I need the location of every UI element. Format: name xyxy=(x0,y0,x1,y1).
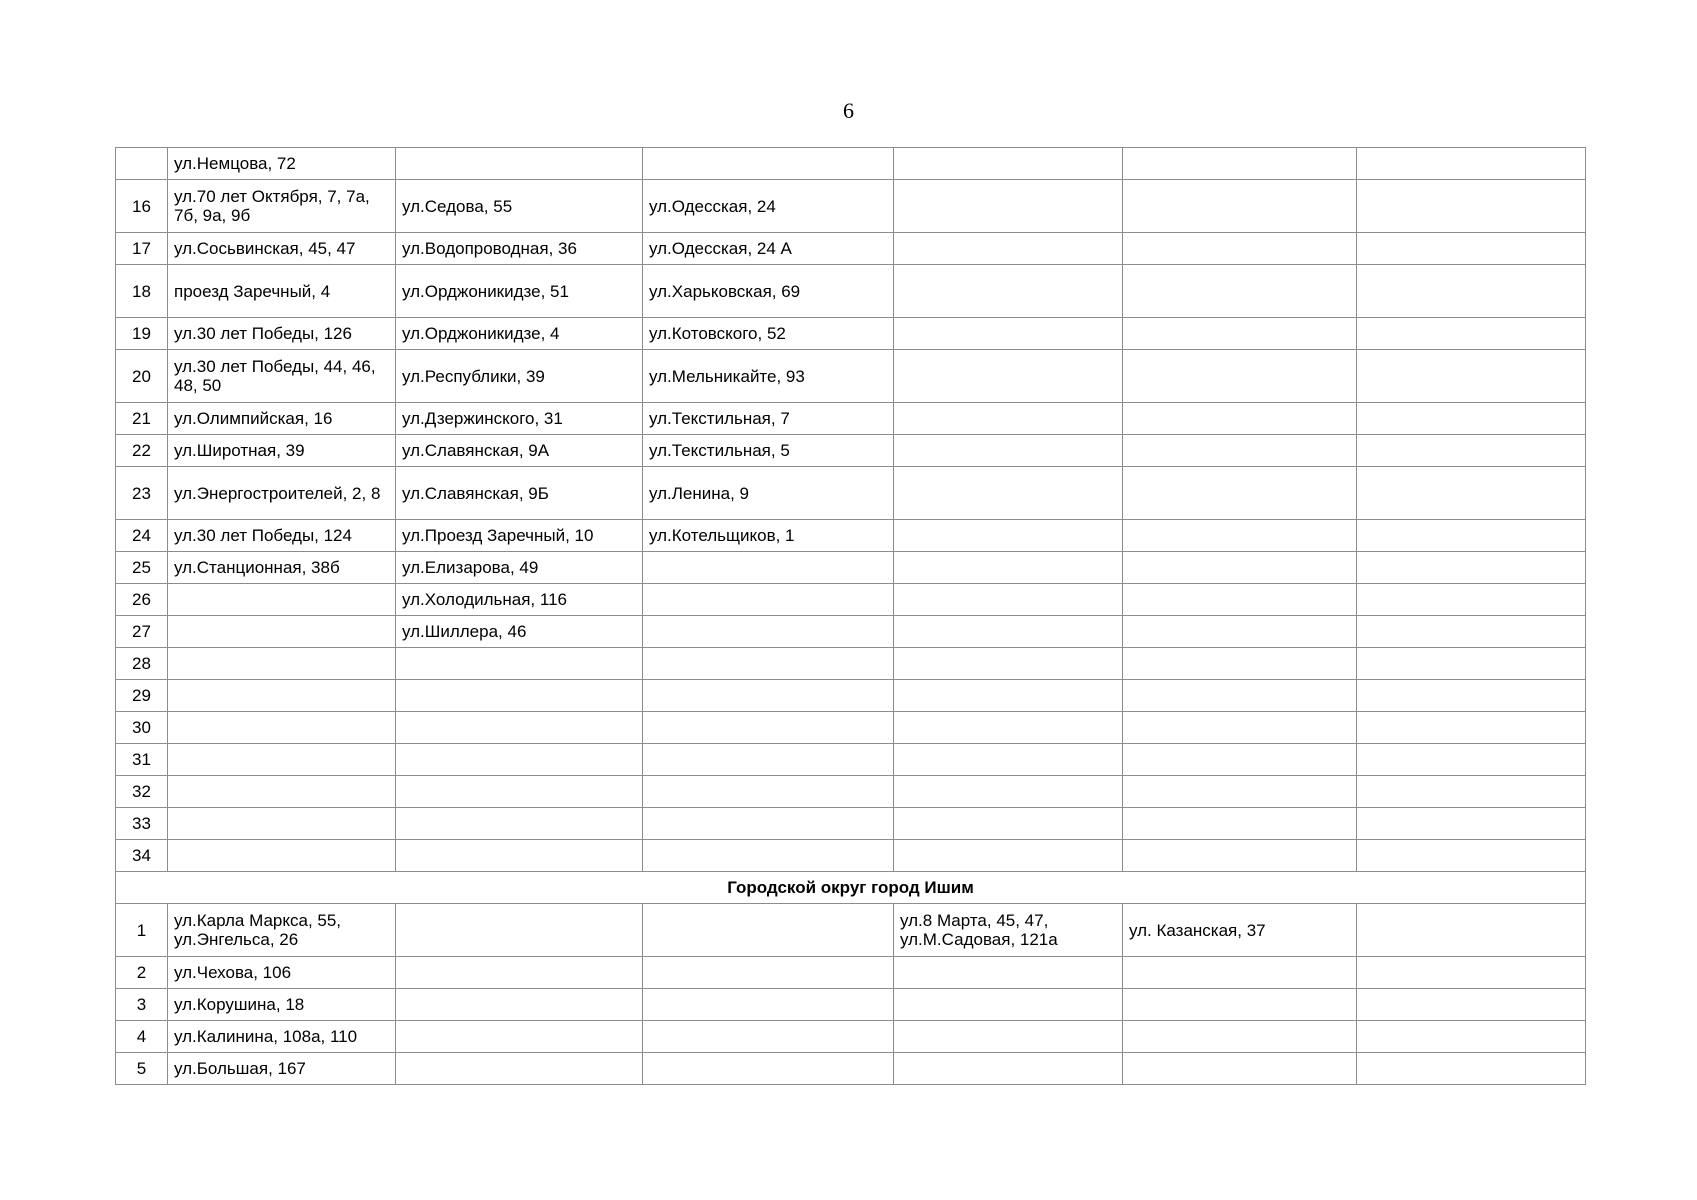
row-number: 5 xyxy=(116,1053,168,1085)
table-cell xyxy=(894,744,1123,776)
table-cell xyxy=(643,712,894,744)
table-cell: проезд Заречный, 4 xyxy=(168,265,396,318)
table-cell xyxy=(1357,712,1586,744)
table-cell xyxy=(1123,265,1357,318)
table-cell xyxy=(1123,467,1357,520)
table-cell: ул.Харьковская, 69 xyxy=(643,265,894,318)
table-cell: ул.Текстильная, 7 xyxy=(643,403,894,435)
table-cell: ул.Одесская, 24 А xyxy=(643,233,894,265)
table-cell: ул.70 лет Октября, 7, 7а, 7б, 9а, 9б xyxy=(168,180,396,233)
table-row xyxy=(116,467,1586,520)
table-cell: ул.Широтная, 39 xyxy=(168,435,396,467)
table-cell xyxy=(643,584,894,616)
table-row xyxy=(116,744,1586,776)
table-cell xyxy=(894,616,1123,648)
table-row xyxy=(116,648,1586,680)
table-cell xyxy=(894,680,1123,712)
row-number: 32 xyxy=(116,776,168,808)
table-cell xyxy=(643,776,894,808)
table-cell xyxy=(396,680,643,712)
table-cell xyxy=(1123,148,1357,180)
table-cell: ул.Ленина, 9 xyxy=(643,467,894,520)
table-cell xyxy=(643,680,894,712)
table-cell xyxy=(1123,957,1357,989)
table-cell xyxy=(168,712,396,744)
table-row xyxy=(116,712,1586,744)
table-row xyxy=(116,840,1586,872)
table-row xyxy=(116,1053,1586,1085)
table-cell xyxy=(1357,318,1586,350)
table-row xyxy=(116,403,1586,435)
row-number: 4 xyxy=(116,1021,168,1053)
table-row xyxy=(116,318,1586,350)
table-cell: ул.Чехова, 106 xyxy=(168,957,396,989)
row-number: 26 xyxy=(116,584,168,616)
row-number: 31 xyxy=(116,744,168,776)
table-cell xyxy=(168,840,396,872)
table-cell xyxy=(396,989,643,1021)
table-cell: ул.Орджоникидзе, 51 xyxy=(396,265,643,318)
table-cell xyxy=(1123,1021,1357,1053)
row-number: 17 xyxy=(116,233,168,265)
table-cell: ул.Сосьвинская, 45, 47 xyxy=(168,233,396,265)
row-number: 19 xyxy=(116,318,168,350)
table-cell xyxy=(396,648,643,680)
table-cell xyxy=(1357,180,1586,233)
row-number: 33 xyxy=(116,808,168,840)
table-cell xyxy=(643,989,894,1021)
table-cell xyxy=(1123,403,1357,435)
table-cell xyxy=(894,1021,1123,1053)
table-cell xyxy=(894,233,1123,265)
address-table-body xyxy=(116,148,1586,1085)
table-cell xyxy=(1123,680,1357,712)
table-cell xyxy=(643,552,894,584)
table-cell xyxy=(894,584,1123,616)
row-number: 29 xyxy=(116,680,168,712)
table-cell: ул.30 лет Победы, 124 xyxy=(168,520,396,552)
table-cell xyxy=(1357,148,1586,180)
table-cell xyxy=(1123,552,1357,584)
table-cell xyxy=(396,957,643,989)
row-number: 22 xyxy=(116,435,168,467)
table-cell xyxy=(1357,989,1586,1021)
table-cell xyxy=(1357,350,1586,403)
table-cell xyxy=(643,904,894,957)
table-cell xyxy=(894,552,1123,584)
table-cell xyxy=(168,776,396,808)
table-row xyxy=(116,350,1586,403)
table-cell xyxy=(643,1053,894,1085)
table-cell xyxy=(894,318,1123,350)
table-cell xyxy=(1123,1053,1357,1085)
table-cell: ул.Корушина, 18 xyxy=(168,989,396,1021)
table-cell xyxy=(168,616,396,648)
table-cell xyxy=(894,467,1123,520)
table-cell: ул. Казанская, 37 xyxy=(1123,904,1357,957)
row-number: 21 xyxy=(116,403,168,435)
table-cell xyxy=(1123,435,1357,467)
table-row xyxy=(116,616,1586,648)
table-cell xyxy=(894,265,1123,318)
table-cell xyxy=(894,148,1123,180)
table-cell xyxy=(1123,712,1357,744)
table-cell xyxy=(643,616,894,648)
table-cell xyxy=(1357,776,1586,808)
table-cell xyxy=(1357,552,1586,584)
table-cell xyxy=(1357,840,1586,872)
table-cell: ул.Холодильная, 116 xyxy=(396,584,643,616)
table-cell: ул.Станционная, 38б xyxy=(168,552,396,584)
table-row xyxy=(116,265,1586,318)
table-cell xyxy=(1357,233,1586,265)
table-cell xyxy=(1123,744,1357,776)
table-cell xyxy=(396,808,643,840)
table-cell xyxy=(1123,616,1357,648)
table-row xyxy=(116,584,1586,616)
table-cell xyxy=(1357,904,1586,957)
table-row xyxy=(116,148,1586,180)
table-cell xyxy=(894,840,1123,872)
row-number: 2 xyxy=(116,957,168,989)
table-cell xyxy=(1123,776,1357,808)
table-cell: ул.Шиллера, 46 xyxy=(396,616,643,648)
table-cell: ул.Котельщиков, 1 xyxy=(643,520,894,552)
table-cell: ул.Немцова, 72 xyxy=(168,148,396,180)
table-cell xyxy=(1123,318,1357,350)
table-cell xyxy=(894,520,1123,552)
row-number: 23 xyxy=(116,467,168,520)
table-cell xyxy=(894,989,1123,1021)
table-cell xyxy=(1357,744,1586,776)
table-cell xyxy=(1357,680,1586,712)
table-cell xyxy=(894,403,1123,435)
table-cell: ул.Проезд Заречный, 10 xyxy=(396,520,643,552)
table-cell xyxy=(396,1021,643,1053)
table-cell: ул.Карла Маркса, 55, ул.Энгельса, 26 xyxy=(168,904,396,957)
table-cell xyxy=(1123,989,1357,1021)
table-cell xyxy=(643,1021,894,1053)
table-cell: ул.Республики, 39 xyxy=(396,350,643,403)
table-row xyxy=(116,957,1586,989)
table-cell xyxy=(396,744,643,776)
table-cell xyxy=(1123,648,1357,680)
table-cell xyxy=(1357,808,1586,840)
table-row xyxy=(116,552,1586,584)
table-cell xyxy=(894,435,1123,467)
table-cell: ул.Одесская, 24 xyxy=(643,180,894,233)
table-cell: ул.Олимпийская, 16 xyxy=(168,403,396,435)
section-header-row xyxy=(116,872,1586,904)
table-cell: ул.Славянская, 9Б xyxy=(396,467,643,520)
table-cell: ул.Текстильная, 5 xyxy=(643,435,894,467)
row-number: 24 xyxy=(116,520,168,552)
table-cell xyxy=(396,1053,643,1085)
table-cell: ул.30 лет Победы, 44, 46, 48, 50 xyxy=(168,350,396,403)
table-cell xyxy=(168,744,396,776)
table-cell xyxy=(1123,840,1357,872)
table-row xyxy=(116,680,1586,712)
row-number: 20 xyxy=(116,350,168,403)
table-row xyxy=(116,180,1586,233)
table-cell xyxy=(1123,584,1357,616)
table-cell xyxy=(643,840,894,872)
table-row xyxy=(116,435,1586,467)
table-cell xyxy=(1123,520,1357,552)
row-number: 27 xyxy=(116,616,168,648)
table-cell xyxy=(643,648,894,680)
table-cell xyxy=(643,148,894,180)
page-number: 6 xyxy=(843,98,854,123)
table-row xyxy=(116,1021,1586,1053)
table-cell xyxy=(168,648,396,680)
table-cell xyxy=(643,744,894,776)
table-cell xyxy=(1123,808,1357,840)
table-cell: ул.Мельникайте, 93 xyxy=(643,350,894,403)
table-cell: ул.Энергостроителей, 2, 8 xyxy=(168,467,396,520)
row-number: 34 xyxy=(116,840,168,872)
table-cell xyxy=(894,957,1123,989)
row-number xyxy=(116,148,168,180)
table-cell: ул.Дзержинского, 31 xyxy=(396,403,643,435)
table-cell xyxy=(168,808,396,840)
row-number: 1 xyxy=(116,904,168,957)
table-cell xyxy=(1357,265,1586,318)
row-number: 30 xyxy=(116,712,168,744)
table-cell xyxy=(1357,467,1586,520)
section-title: Городской округ город Ишим xyxy=(116,872,1586,904)
table-cell xyxy=(1123,180,1357,233)
table-cell: ул.30 лет Победы, 126 xyxy=(168,318,396,350)
table-cell xyxy=(894,808,1123,840)
table-cell xyxy=(894,1053,1123,1085)
table-cell xyxy=(396,712,643,744)
row-number: 3 xyxy=(116,989,168,1021)
table-cell xyxy=(1357,520,1586,552)
table-cell xyxy=(894,350,1123,403)
table-cell xyxy=(1357,957,1586,989)
table-cell xyxy=(396,904,643,957)
table-cell xyxy=(894,776,1123,808)
table-row xyxy=(116,776,1586,808)
table-cell xyxy=(1357,584,1586,616)
table-cell xyxy=(643,957,894,989)
table-row xyxy=(116,989,1586,1021)
table-cell xyxy=(168,584,396,616)
table-cell xyxy=(1357,435,1586,467)
table-cell xyxy=(168,680,396,712)
table-row xyxy=(116,233,1586,265)
table-cell xyxy=(1357,616,1586,648)
row-number: 25 xyxy=(116,552,168,584)
table-cell xyxy=(1123,350,1357,403)
table-cell xyxy=(894,712,1123,744)
table-cell xyxy=(894,648,1123,680)
table-cell: ул.Славянская, 9А xyxy=(396,435,643,467)
row-number: 18 xyxy=(116,265,168,318)
table-cell xyxy=(1357,403,1586,435)
table-row xyxy=(116,520,1586,552)
table-cell: ул.Седова, 55 xyxy=(396,180,643,233)
table-cell: ул.Водопроводная, 36 xyxy=(396,233,643,265)
table-cell: ул.Большая, 167 xyxy=(168,1053,396,1085)
table-row xyxy=(116,808,1586,840)
table-cell xyxy=(396,776,643,808)
table-cell xyxy=(1357,1021,1586,1053)
table-cell xyxy=(1357,648,1586,680)
table-cell: ул.Котовского, 52 xyxy=(643,318,894,350)
table-row xyxy=(116,904,1586,957)
row-number: 28 xyxy=(116,648,168,680)
table-cell: ул.Калинина, 108а, 110 xyxy=(168,1021,396,1053)
row-number: 16 xyxy=(116,180,168,233)
table-cell xyxy=(396,148,643,180)
table-cell: ул.Елизарова, 49 xyxy=(396,552,643,584)
table-cell xyxy=(1357,1053,1586,1085)
table-cell xyxy=(894,180,1123,233)
table-cell: ул.8 Марта, 45, 47, ул.М.Садовая, 121а xyxy=(894,904,1123,957)
table-cell: ул.Орджоникидзе, 4 xyxy=(396,318,643,350)
table-cell xyxy=(396,840,643,872)
address-table xyxy=(115,147,1586,1085)
table-cell xyxy=(643,808,894,840)
table-cell xyxy=(1123,233,1357,265)
